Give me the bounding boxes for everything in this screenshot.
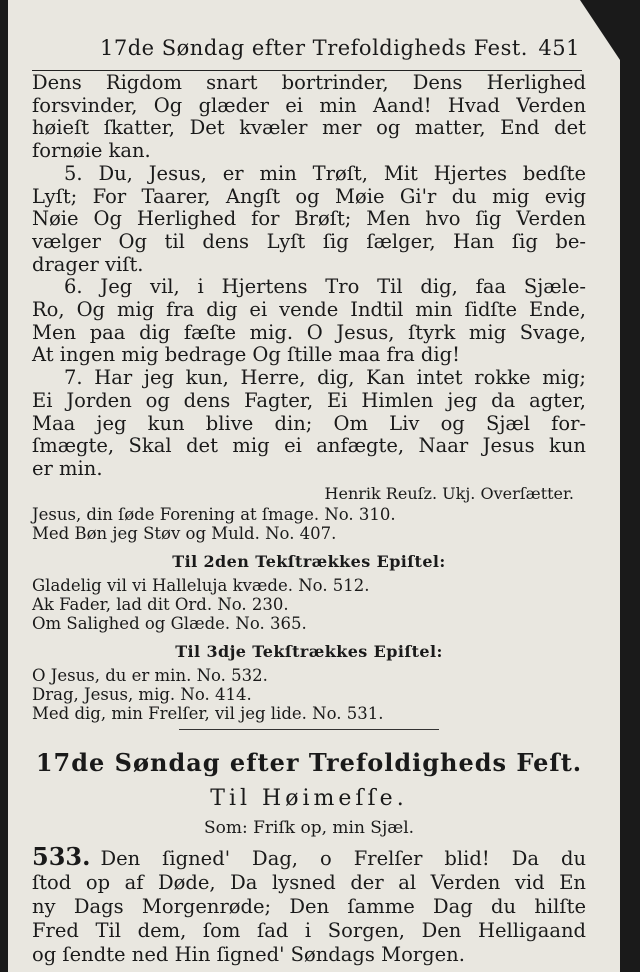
page-corner-shadow <box>580 0 620 60</box>
hymn-reference: Om Salighed og Glæde. No. 365. <box>32 614 307 634</box>
verse-line <box>32 842 586 871</box>
hymn-reference: Med Bøn jeg Støv og Muld. No. 407. <box>32 524 337 544</box>
verse-line: drager viſt. <box>32 252 144 276</box>
verse-line: Men paa dig fæſte mig. O Jesus, ſtyrk mig Svage, <box>32 320 586 344</box>
epistle2-hymn-refs <box>32 576 586 633</box>
section-subtitle: Til Høimeſſe. <box>210 786 408 811</box>
hymn-reference: Ak Fader, lad dit Ord. No. 230. <box>32 595 289 615</box>
verse-text: Den ſigned' Dag, o Frelſer blid! Da du <box>100 847 586 870</box>
epistle3-hymn-refs <box>32 666 586 723</box>
verse-line: Dens Rigdom snart bortrinder, Dens Herlighed <box>32 71 586 94</box>
hymn-reference: Jesus, din ſøde Forening at ſmage. No. 310. <box>32 505 396 525</box>
verse-line: ny Dags Morgenrøde; Den ſamme Dag du hilſte <box>32 895 586 918</box>
attribution: Henrik Reuſz. Ukj. Overſætter. <box>324 483 574 503</box>
hymn-number: 533. <box>32 842 91 871</box>
epistle3-heading: Til 3dje Tekſtrækkes Epiſtel: <box>175 642 443 662</box>
gospel-hymn-refs <box>32 505 586 543</box>
verse-line: Ro, Og mig fra dig ei vende Indtil min ſidſte Ende, <box>32 298 586 322</box>
verse-line: At ingen mig bedrage Og ſtille maa fra dig! <box>32 343 460 367</box>
page-body <box>32 72 586 730</box>
running-header <box>100 36 580 60</box>
verse-line: fornøie kan. <box>32 139 151 163</box>
verse-line: Fred Til dem, ſom ſad i Sorgen, Den Helligaand <box>32 919 586 942</box>
hymn-533 <box>32 842 586 967</box>
hymn-reference: Gladelig vil vi Halleluja kvæde. No. 512. <box>32 576 370 596</box>
hymn-reference: Med dig, min Frelſer, vil jeg lide. No. 531. <box>32 703 384 723</box>
hymn-verses <box>32 72 586 481</box>
verse-line: ſtod op af Døde, Da lysned der al Verden vid En <box>32 871 586 894</box>
verse-line: og ſendte ned Hin ſigned' Søndags Morgen. <box>32 943 465 966</box>
verse-line: Nøie Og Herlighed for Brøſt; Men hvo ſig Verden <box>32 207 586 231</box>
verse-line: 5. Du, Jesus, er min Trøſt, Mit Hjertes bedſte <box>64 161 586 185</box>
section-divider <box>179 729 439 730</box>
page-number: 451 <box>538 36 580 60</box>
book-page <box>8 0 620 972</box>
verse-line: Ei Jorden og dens Fagter, Ei Himlen jeg da agter, <box>32 388 586 412</box>
verse-line: 6. Jeg vil, i Hjertens Tro Til dig, faa Sjæle- <box>64 275 586 299</box>
verse-line: forsvinder, Og glæder ei min Aand! Hvad Verden <box>32 93 586 117</box>
section-title: 17de Søndag efter Trefoldigheds Feſt. <box>35 748 583 777</box>
hymn-reference: O Jesus, du er min. No. 532. <box>32 665 268 685</box>
verse-line: Lyſt; For Taarer, Angſt og Møie Gi'r du mig evig <box>32 184 586 208</box>
verse-line: 7. Har jeg kun, Herre, dig, Kan intet rokke mig; <box>64 366 586 390</box>
verse-line: høieſt ſkatter, Det kvæler mer og matter, End det <box>32 116 586 140</box>
running-title: 17de Søndag efter Trefoldigheds Fest. <box>100 36 528 60</box>
hymn-reference: Drag, Jesus, mig. No. 414. <box>32 684 252 704</box>
epistle2-heading: Til 2den Tekſtrækkes Epiſtel: <box>172 552 446 572</box>
verse-line: er min. <box>32 456 103 480</box>
melody-note: Som: Friſk op, min Sjæl. <box>203 818 415 838</box>
verse-line: Maa jeg kun blive din; Om Liv og Sjæl for- <box>32 411 586 435</box>
verse-line: vælger Og til dens Lyſt ſig ſælger, Han ſig be- <box>32 229 586 253</box>
verse-line: ſmægte, Skal det mig ei anfægte, Naar Jesus kun <box>32 434 586 458</box>
